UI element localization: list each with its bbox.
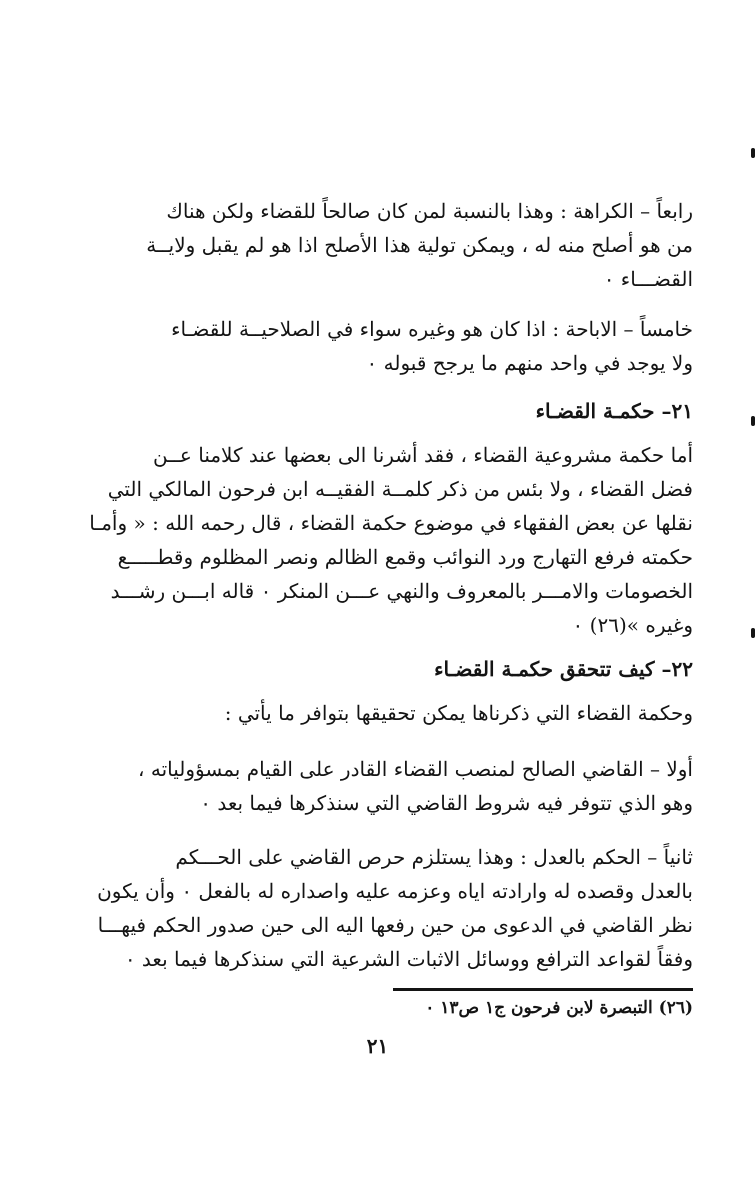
section-heading-22: ٢٢– كيف تتحقق حكمـة القضـاء bbox=[434, 657, 693, 681]
text-line: خامساً – الاباحة : اذا كان هو وغيره سواء في الصلاحيــة للقضـاء bbox=[171, 317, 693, 341]
scan-edge-mark bbox=[751, 416, 755, 426]
scan-edge-mark bbox=[751, 148, 755, 158]
text-line: رابعاً – الكراهة : وهذا بالنسبة لمن كان صالحاً للقضاء ولكن هناك bbox=[166, 199, 693, 223]
text-line: بالعدل وقصده له وارادته اياه وعزمه عليه واصداره له بالفعل ٠ وأن يكون bbox=[97, 879, 693, 903]
text-line: من هو أصلح منه له ، ويمكن تولية هذا الأصلح اذا هو لم يقبل ولايــة bbox=[146, 233, 693, 257]
text-line: الخصومات والامـــر بالمعروف والنهي عـــن المنكر ٠ قاله ابـــن رشـــد bbox=[110, 579, 693, 603]
footnote-separator bbox=[393, 988, 693, 991]
text-line: أولا – القاضي الصالح لمنصب القضاء القادر على القيام بمسؤولياته ، bbox=[138, 757, 693, 781]
text-line: حكمته فرفع التهارج ورد النوائب وقمع الظالم ونصر المظلوم وقطـــــع bbox=[117, 545, 693, 569]
page-number: ٢١ bbox=[366, 1034, 389, 1058]
text-line: وحكمة القضاء التي ذكرناها يمكن تحقيقها بتوافر ما يأتي : bbox=[224, 701, 693, 725]
footnote-26: (٢٦) التبصرة لابن فرحون ج١ ص١٣ ٠ bbox=[425, 998, 693, 1018]
text-line: القضـــاء ٠ bbox=[603, 267, 693, 291]
text-line: ولا يوجد في واحد منهم ما يرجح قبوله ٠ bbox=[366, 351, 693, 375]
text-line: وفقاً لقواعد الترافع ووسائل الاثبات الشرعية التي سنذكرها فيما بعد ٠ bbox=[124, 947, 693, 971]
text-line: ثانياً – الحكم بالعدل : وهذا يستلزم حرص القاضي على الحـــكم bbox=[175, 845, 693, 869]
paragraph-intro-conditions bbox=[83, 696, 693, 730]
text-line: وغيره »(٢٦) ٠ bbox=[572, 613, 693, 637]
text-line: وهو الذي تتوفر فيه شروط القاضي التي سنذكرها فيما بعد ٠ bbox=[200, 791, 693, 815]
text-line: فضل القضاء ، ولا بئس من ذكر كلمــة الفقيــه ابن فرحون المالكي التي bbox=[107, 477, 693, 501]
scan-edge-mark bbox=[751, 628, 755, 638]
section-heading-21: ٢١– حكمـة القضـاء bbox=[535, 399, 693, 423]
paragraph-first-judge bbox=[83, 752, 693, 820]
paragraph-fourth-karaha bbox=[83, 194, 693, 296]
text-line: نظر القاضي في الدعوى من حين رفعها اليه الى حين صدور الحكم فيهـــا bbox=[97, 913, 693, 937]
paragraph-second-justice bbox=[83, 840, 693, 976]
text-line: نقلها عن بعض الفقهاء في موضوع حكمة القضاء ، قال رحمه الله : « وأمـا bbox=[89, 511, 693, 535]
text-line: أما حكمة مشروعية القضاء ، فقد أشرنا الى بعضها عند كلامنا عــن bbox=[152, 443, 693, 467]
paragraph-wisdom-of-judiciary bbox=[83, 438, 693, 642]
paragraph-fifth-ibaha bbox=[83, 312, 693, 380]
